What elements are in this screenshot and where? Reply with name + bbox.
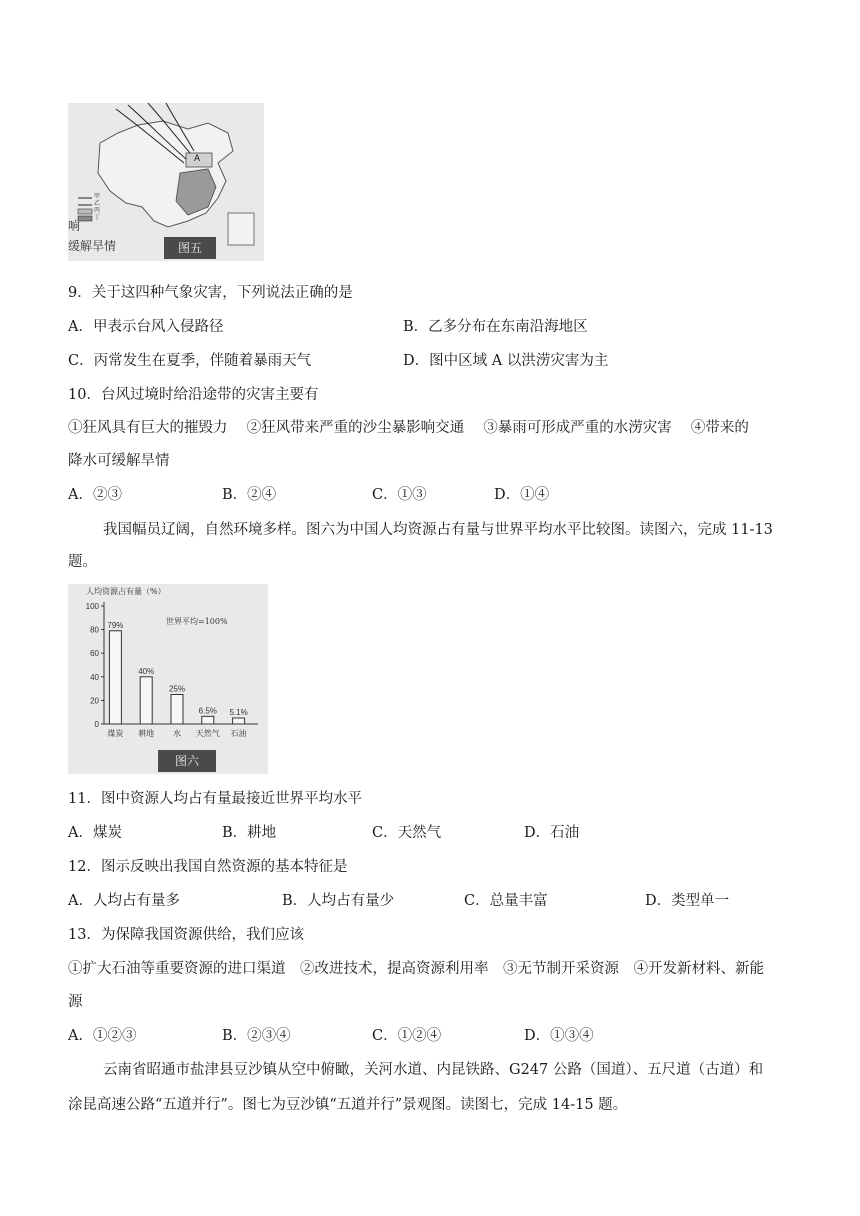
q9-option-d[interactable]: D．图中区域 A 以洪涝灾害为主 (403, 353, 609, 369)
intro7-line1: 云南省昭通市盐津县豆沙镇从空中俯瞰，关河水道、内昆铁路、G247 公路（国道）、五尺道（古道）和 (103, 1062, 764, 1078)
legend-labels (94, 194, 100, 222)
bar (233, 718, 245, 724)
q10-option-d[interactable]: D．①④ (494, 487, 550, 503)
data-label: 5.1% (229, 707, 248, 717)
bar (140, 677, 152, 724)
category-label: 水 (173, 729, 181, 738)
y-tick-label: 40 (90, 672, 99, 682)
bar (109, 631, 121, 724)
q9-stem: 9．关于这四种气象灾害，下列说法正确的是 (68, 285, 353, 301)
q13-items-line1: ①扩大石油等重要资源的进口渠道 ②改进技术，提高资源利用率 ③无节制开采资源 ④开发新材料、新能 (68, 961, 764, 977)
q10-option-a[interactable]: A．②③ (68, 487, 122, 503)
intro6-line2: 题。 (68, 554, 97, 570)
map-edge-text-1: 响 (68, 219, 81, 233)
q11-option-d[interactable]: D．石油 (524, 825, 580, 841)
legend-bing: 丙 (94, 208, 101, 214)
chart-title: 人均资源占有量（%） (86, 587, 166, 596)
figure-6-chart (68, 584, 268, 774)
y-tick-label: 0 (94, 720, 99, 729)
y-tick-label: 60 (90, 649, 99, 659)
legend-yi: 乙 (94, 201, 101, 207)
legend-jia: 甲 (94, 194, 101, 200)
q13-items-line2: 源 (68, 994, 83, 1010)
figure-6-label: 图六 (158, 750, 216, 772)
q10-stem: 10．台风过境时给沿途带的灾害主要有 (68, 387, 319, 403)
region-a-label: A (194, 153, 201, 163)
bar (202, 716, 214, 724)
legend-ding: 丁 (94, 215, 101, 221)
category-label: 天然气 (195, 729, 220, 738)
chart-svg (68, 584, 268, 774)
q10-items-line2: 降水可缓解旱情 (68, 453, 170, 469)
q10-option-c[interactable]: C．①③ (372, 487, 427, 503)
q12-option-a[interactable]: A．人均占有量多 (68, 893, 180, 909)
map-legend (78, 198, 92, 221)
q13-option-d[interactable]: D．①③④ (524, 1028, 594, 1044)
category-label: 耕地 (138, 729, 155, 738)
q13-option-a[interactable]: A．①②③ (68, 1028, 137, 1044)
q10-items-line1: ①狂风具有巨大的摧毁力 ②狂风带来严重的沙尘暴影响交通 ③暴雨可形成严重的水涝灾害 ④带来的 (68, 420, 749, 436)
figure-5-map (68, 103, 264, 261)
q13-option-b[interactable]: B．②③④ (222, 1028, 291, 1044)
map-edge-text-2: 缓解旱情 (68, 239, 117, 253)
figure-5-label: 图五 (164, 237, 216, 259)
bar (171, 695, 183, 725)
y-tick-label: 80 (90, 625, 99, 635)
q12-option-c[interactable]: C．总量丰富 (464, 893, 548, 909)
q10-option-b[interactable]: B．②④ (222, 487, 277, 503)
category-label: 石油 (230, 729, 247, 738)
q11-stem: 11．图中资源人均占有量最接近世界平均水平 (68, 791, 362, 807)
intro6-line1: 我国幅员辽阔，自然环境多样。图六为中国人均资源占有量与世界平均水平比较图。读图六，完成 11-13 (103, 522, 773, 538)
q13-stem: 13．为保障我国资源供给，我们应该 (68, 927, 304, 943)
y-tick-label: 100 (85, 602, 99, 611)
q9-option-b[interactable]: B．乙多分布在东南沿海地区 (403, 319, 588, 335)
y-tick-label: 20 (90, 696, 99, 706)
q9-option-a[interactable]: A．甲表示台风入侵路径 (68, 319, 224, 335)
q11-option-a[interactable]: A．煤炭 (68, 825, 122, 841)
q9-option-c[interactable]: C．丙常发生在夏季，伴随着暴雨天气 (68, 353, 312, 369)
q11-option-c[interactable]: C．天然气 (372, 825, 442, 841)
q12-stem: 12．图示反映出我国自然资源的基本特征是 (68, 859, 348, 875)
data-label: 6.5% (198, 706, 217, 716)
q12-option-b[interactable]: B．人均占有量少 (282, 893, 395, 909)
data-label: 79% (107, 620, 124, 630)
q11-option-b[interactable]: B．耕地 (222, 825, 277, 841)
intro7-line2: 涂昆高速公路“五道并行”。图七为豆沙镇“五道并行”景观图。读图七，完成 14-15 题。 (68, 1097, 628, 1113)
data-label: 25% (168, 684, 186, 694)
q13-option-c[interactable]: C．①②④ (372, 1028, 442, 1044)
q12-option-d[interactable]: D．类型单一 (645, 893, 730, 909)
category-label: 煤炭 (107, 729, 124, 738)
data-label: 40% (138, 666, 155, 676)
chart-annotation: 世界平均=100% (166, 617, 228, 626)
